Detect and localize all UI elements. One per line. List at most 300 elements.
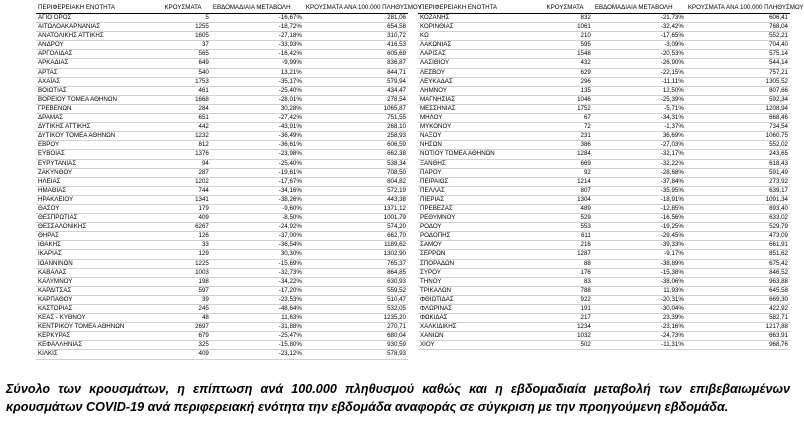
cases-per-100k-cell: 281,06 bbox=[304, 14, 408, 23]
cases-per-100k-cell: 552,21 bbox=[686, 32, 790, 41]
table-row bbox=[36, 295, 408, 304]
region-cell: ΚΕΦΑΛΛΗΝΙΑΣ bbox=[36, 341, 162, 350]
table-row bbox=[418, 305, 790, 314]
cases-cell: 1003 bbox=[162, 268, 210, 277]
left-data-table bbox=[36, 4, 422, 360]
cases-per-100k-cell: 639,17 bbox=[686, 186, 790, 195]
cases-per-100k-cell: 270,71 bbox=[304, 323, 408, 332]
weekly-change-cell: -36,61% bbox=[211, 141, 304, 150]
table-row bbox=[418, 314, 790, 323]
weekly-change-cell: -12,85% bbox=[593, 204, 686, 213]
region-cell: ΘΕΣΠΡΩΤΙΑΣ bbox=[36, 214, 162, 223]
cases-cell: 1232 bbox=[162, 132, 210, 141]
region-cell: ΙΚΑΡΙΑΣ bbox=[36, 250, 162, 259]
cases-cell: 565 bbox=[162, 50, 210, 59]
region-cell: ΜΗΛΟΥ bbox=[418, 114, 544, 123]
cases-cell: 1061 bbox=[544, 23, 592, 32]
weekly-change-cell: -25,47% bbox=[211, 332, 304, 341]
cases-per-100k-cell: 592,34 bbox=[686, 95, 790, 104]
weekly-change-cell: -28,68% bbox=[593, 168, 686, 177]
cases-per-100k-cell: 268,10 bbox=[304, 123, 408, 132]
region-cell: ΑΧΑΪΑΣ bbox=[36, 77, 162, 86]
cases-cell: 649 bbox=[162, 59, 210, 68]
weekly-change-cell: -18,72% bbox=[211, 23, 304, 32]
cases-per-100k-cell: 864,85 bbox=[304, 268, 408, 277]
table-header-row bbox=[36, 4, 408, 14]
region-cell: ΚΕΡΚΥΡΑΣ bbox=[36, 332, 162, 341]
weekly-change-cell: -24,92% bbox=[211, 223, 304, 232]
table-row bbox=[36, 95, 408, 104]
cases-per-100k-cell: 1091,34 bbox=[686, 195, 790, 204]
table-row bbox=[418, 168, 790, 177]
region-cell: ΧΙΟΥ bbox=[418, 341, 544, 350]
region-cell: ΠΡΕΒΕΖΑΣ bbox=[418, 204, 544, 213]
region-cell: ΚΑΣΤΟΡΙΑΣ bbox=[36, 305, 162, 314]
cases-cell: 287 bbox=[162, 168, 210, 177]
cases-cell: 595 bbox=[544, 41, 592, 50]
weekly-change-cell: -35,17% bbox=[211, 77, 304, 86]
cases-cell: 1046 bbox=[544, 95, 592, 104]
cases-per-100k-cell: 532,05 bbox=[304, 305, 408, 314]
table-row bbox=[36, 305, 408, 314]
region-cell: ΝΗΣΩΝ bbox=[418, 141, 544, 150]
table-row bbox=[36, 214, 408, 223]
cases-cell: 1287 bbox=[544, 250, 592, 259]
weekly-change-cell: 11,63% bbox=[211, 314, 304, 323]
weekly-change-cell: -38,06% bbox=[593, 277, 686, 286]
cases-per-100k-cell: 538,34 bbox=[304, 159, 408, 168]
cases-per-100k-cell: 473,09 bbox=[686, 232, 790, 241]
region-cell: ΑΓΙΟ ΟΡΟΣ bbox=[36, 14, 162, 23]
region-cell: ΚΙΛΚΙΣ bbox=[36, 350, 162, 359]
table-row bbox=[36, 204, 408, 213]
cases-per-100k-cell: 574,20 bbox=[304, 223, 408, 232]
cases-per-100k-cell: 661,91 bbox=[686, 241, 790, 250]
weekly-change-cell: -5,71% bbox=[593, 104, 686, 113]
table-row bbox=[36, 186, 408, 195]
cases-per-100k-cell: 846,52 bbox=[686, 268, 790, 277]
region-cell: ΓΡΕΒΕΝΩΝ bbox=[36, 104, 162, 113]
region-cell: ΑΝΑΤΟΛΙΚΗΣ ΑΤΤΙΚΗΣ bbox=[36, 32, 162, 41]
cases-cell: 597 bbox=[162, 286, 210, 295]
table-row bbox=[418, 250, 790, 259]
table-row bbox=[418, 277, 790, 286]
cases-cell: 198 bbox=[162, 277, 210, 286]
table-row bbox=[418, 123, 790, 132]
cases-per-100k-cell: 591,49 bbox=[686, 168, 790, 177]
weekly-change-cell: -3,09% bbox=[593, 41, 686, 50]
cases-per-100k-cell: 680,04 bbox=[304, 332, 408, 341]
table-row bbox=[36, 332, 408, 341]
region-cell: ΣΠΟΡΑΔΩΝ bbox=[418, 259, 544, 268]
left-table-body bbox=[36, 14, 408, 360]
figure-caption: Σύνολο των κρουσμάτων, η επίπτωση ανά 100.000 πληθυσμού καθώς και η εβδομαδιαία μεταβολή των επιβεβαιωμένων κρουσμάτων COVID-19 ανά περιφερειακή ενότητα την εβδομάδα αναφοράς σε σύγκριση με την προηγούμενη εβδομάδα. bbox=[6, 382, 790, 414]
cases-cell: 529 bbox=[544, 214, 592, 223]
weekly-change-cell: -17,20% bbox=[211, 286, 304, 295]
cases-per-100k-cell: 669,30 bbox=[686, 295, 790, 304]
weekly-change-cell: -15,80% bbox=[211, 341, 304, 350]
cases-per-100k-cell: 605,69 bbox=[304, 50, 408, 59]
region-cell: ΙΩΑΝΝΙΝΩΝ bbox=[36, 259, 162, 268]
table-row bbox=[36, 159, 408, 168]
table-row bbox=[418, 86, 790, 95]
weekly-change-cell: -23,98% bbox=[211, 150, 304, 159]
cases-cell: 386 bbox=[544, 141, 592, 150]
table-row bbox=[418, 323, 790, 332]
table-row bbox=[418, 104, 790, 113]
weekly-change-cell: 30,28% bbox=[211, 104, 304, 113]
cases-cell: 679 bbox=[162, 332, 210, 341]
cases-cell: 179 bbox=[162, 204, 210, 213]
table-row bbox=[418, 268, 790, 277]
cases-cell: 2697 bbox=[162, 323, 210, 332]
weekly-change-cell: -9,60% bbox=[211, 204, 304, 213]
region-cell: ΦΛΩΡΙΝΑΣ bbox=[418, 305, 544, 314]
table-row bbox=[418, 95, 790, 104]
cases-per-100k-cell: 765,37 bbox=[304, 259, 408, 268]
weekly-change-cell: 12,50% bbox=[593, 86, 686, 95]
region-cell: ΙΘΑΚΗΣ bbox=[36, 241, 162, 250]
cases-per-100k-cell: 893,40 bbox=[686, 204, 790, 213]
cases-cell: 744 bbox=[162, 186, 210, 195]
table-row bbox=[418, 14, 790, 23]
weekly-change-cell: -17,65% bbox=[593, 32, 686, 41]
region-cell: ΤΡΙΚΑΛΩΝ bbox=[418, 286, 544, 295]
table-row bbox=[36, 341, 408, 350]
region-cell: ΑΡΓΟΛΙΔΑΣ bbox=[36, 50, 162, 59]
weekly-change-cell: -15,38% bbox=[593, 268, 686, 277]
header-cases-per-100k: ΚΡΟΥΣΜΑΤΑ ΑΝΑ 100.000 ΠΛΗΘΥΣΜΟΥ bbox=[304, 4, 408, 14]
weekly-change-cell: -43,91% bbox=[211, 123, 304, 132]
region-cell: ΒΟΡΕΙΟΥ ΤΟΜΕΑ ΑΘΗΝΩΝ bbox=[36, 95, 162, 104]
cases-per-100k-cell: 751,55 bbox=[304, 114, 408, 123]
region-cell: ΣΑΜΟΥ bbox=[418, 241, 544, 250]
cases-per-100k-cell: 1217,88 bbox=[686, 323, 790, 332]
region-cell: ΒΟΙΩΤΙΑΣ bbox=[36, 86, 162, 95]
cases-cell: 1284 bbox=[544, 150, 592, 159]
cases-cell: 1214 bbox=[544, 177, 592, 186]
table-row bbox=[418, 68, 790, 77]
region-cell: ΛΑΡΙΣΑΣ bbox=[418, 50, 544, 59]
weekly-change-cell: -23,53% bbox=[211, 295, 304, 304]
cases-per-100k-cell: 606,41 bbox=[686, 14, 790, 23]
cases-cell: 135 bbox=[544, 86, 592, 95]
cases-per-100k-cell: 1305,52 bbox=[686, 77, 790, 86]
cases-per-100k-cell: 243,65 bbox=[686, 150, 790, 159]
cases-cell: 129 bbox=[162, 250, 210, 259]
cases-cell: 812 bbox=[162, 141, 210, 150]
table-row bbox=[418, 286, 790, 295]
header-weekly-change: ΕΒΔΟΜΑΔΙΑΙΑ ΜΕΤΑΒΟΛΗ bbox=[593, 4, 686, 14]
table-row bbox=[36, 50, 408, 59]
weekly-change-cell: -28,01% bbox=[211, 95, 304, 104]
cases-cell: 1225 bbox=[162, 259, 210, 268]
region-cell: ΚΑΡΔΙΤΣΑΣ bbox=[36, 286, 162, 295]
cases-per-100k-cell: 1208,94 bbox=[686, 104, 790, 113]
cases-per-100k-cell: 704,40 bbox=[686, 41, 790, 50]
cases-per-100k-cell: 1001,79 bbox=[304, 214, 408, 223]
region-cell: ΠΕΙΡΑΙΩΣ bbox=[418, 177, 544, 186]
cases-cell: 1032 bbox=[544, 332, 592, 341]
cases-cell: 669 bbox=[544, 159, 592, 168]
table-row bbox=[418, 186, 790, 195]
weekly-change-cell: -34,31% bbox=[593, 114, 686, 123]
cases-per-100k-cell: 1302,90 bbox=[304, 250, 408, 259]
region-cell: ΚΟΡΙΝΘΙΑΣ bbox=[418, 23, 544, 32]
weekly-change-cell: -34,16% bbox=[211, 186, 304, 195]
cases-per-100k-cell: 582,71 bbox=[686, 314, 790, 323]
cases-cell: 6267 bbox=[162, 223, 210, 232]
cases-per-100k-cell: 572,19 bbox=[304, 186, 408, 195]
table-row bbox=[36, 250, 408, 259]
table-row bbox=[36, 68, 408, 77]
table-row bbox=[418, 204, 790, 213]
region-cell: ΑΙΤΩΛΟΑΚΑΡΝΑΝΙΑΣ bbox=[36, 23, 162, 32]
table-row bbox=[36, 41, 408, 50]
table-row bbox=[36, 314, 408, 323]
cases-cell: 92 bbox=[544, 168, 592, 177]
weekly-change-cell: -35,95% bbox=[593, 186, 686, 195]
region-cell: ΚΕΝΤΡΙΚΟΥ ΤΟΜΕΑ ΑΘΗΝΩΝ bbox=[36, 323, 162, 332]
cases-per-100k-cell: 544,14 bbox=[686, 59, 790, 68]
region-cell: ΖΑΚΥΝΘΟΥ bbox=[36, 168, 162, 177]
cases-cell: 176 bbox=[544, 268, 592, 277]
weekly-change-cell: -18,91% bbox=[593, 195, 686, 204]
table-row bbox=[418, 23, 790, 32]
region-cell: ΛΑΣΙΘΙΟΥ bbox=[418, 59, 544, 68]
cases-per-100k-cell: 768,04 bbox=[686, 23, 790, 32]
cases-cell: 216 bbox=[544, 241, 592, 250]
table-row bbox=[36, 195, 408, 204]
table-row bbox=[36, 59, 408, 68]
cases-per-100k-cell: 844,71 bbox=[304, 68, 408, 77]
region-cell: ΔΥΤΙΚΟΥ ΤΟΜΕΑ ΑΘΗΝΩΝ bbox=[36, 132, 162, 141]
cases-cell: 611 bbox=[544, 232, 592, 241]
region-cell: ΡΟΔΟΠΗΣ bbox=[418, 232, 544, 241]
region-cell: ΧΑΛΚΙΔΙΚΗΣ bbox=[418, 323, 544, 332]
cases-cell: 1668 bbox=[162, 95, 210, 104]
cases-per-100k-cell: 258,93 bbox=[304, 132, 408, 141]
table-row bbox=[418, 77, 790, 86]
weekly-change-cell: -27,03% bbox=[593, 141, 686, 150]
table-row bbox=[36, 277, 408, 286]
region-cell: ΤΗΝΟΥ bbox=[418, 277, 544, 286]
cases-per-100k-cell: 443,38 bbox=[304, 195, 408, 204]
weekly-change-cell: -22,15% bbox=[593, 68, 686, 77]
weekly-change-cell: 13,21% bbox=[211, 68, 304, 77]
region-cell: ΘΗΡΑΣ bbox=[36, 232, 162, 241]
table-row bbox=[36, 104, 408, 113]
weekly-change-cell: -19,61% bbox=[211, 168, 304, 177]
cases-per-100k-cell: 930,59 bbox=[304, 341, 408, 350]
cases-per-100k-cell: 559,52 bbox=[304, 286, 408, 295]
region-cell: ΣΥΡΟΥ bbox=[418, 268, 544, 277]
weekly-change-cell: -16,56% bbox=[593, 214, 686, 223]
cases-per-100k-cell: 578,93 bbox=[304, 350, 408, 359]
cases-cell: 629 bbox=[544, 68, 592, 77]
weekly-change-cell: 23,39% bbox=[593, 314, 686, 323]
region-cell: ΛΕΣΒΟΥ bbox=[418, 68, 544, 77]
weekly-change-cell: -39,33% bbox=[593, 241, 686, 250]
table-row bbox=[36, 286, 408, 295]
weekly-change-cell: -27,42% bbox=[211, 114, 304, 123]
cases-cell: 409 bbox=[162, 214, 210, 223]
weekly-change-cell: 36,69% bbox=[593, 132, 686, 141]
weekly-change-cell: -24,73% bbox=[593, 332, 686, 341]
cases-cell: 502 bbox=[544, 341, 592, 350]
region-cell: ΘΑΣΟΥ bbox=[36, 204, 162, 213]
cases-per-100k-cell: 422,92 bbox=[686, 305, 790, 314]
weekly-change-cell: -37,00% bbox=[211, 232, 304, 241]
cases-cell: 191 bbox=[544, 305, 592, 314]
weekly-change-cell: -23,12% bbox=[211, 350, 304, 359]
cases-cell: 788 bbox=[544, 286, 592, 295]
region-cell: ΗΡΑΚΛΕΙΟΥ bbox=[36, 195, 162, 204]
table-row bbox=[418, 259, 790, 268]
weekly-change-cell: -9,99% bbox=[211, 59, 304, 68]
cases-cell: 33 bbox=[162, 241, 210, 250]
cases-per-100k-cell: 529,79 bbox=[686, 223, 790, 232]
cases-per-100k-cell: 663,91 bbox=[686, 332, 790, 341]
cases-cell: 296 bbox=[544, 77, 592, 86]
cases-cell: 1202 bbox=[162, 177, 210, 186]
cases-cell: 284 bbox=[162, 104, 210, 113]
region-cell: ΑΡΚΑΔΙΑΣ bbox=[36, 59, 162, 68]
cases-cell: 540 bbox=[162, 68, 210, 77]
region-cell: ΡΟΔΟΥ bbox=[418, 223, 544, 232]
weekly-change-cell: -27,18% bbox=[211, 32, 304, 41]
header-cases: ΚΡΟΥΣΜΑΤΑ bbox=[544, 4, 592, 14]
table-row bbox=[36, 150, 408, 159]
cases-per-100k-cell: 552,02 bbox=[686, 141, 790, 150]
table-row bbox=[418, 41, 790, 50]
weekly-change-cell: -38,26% bbox=[211, 195, 304, 204]
cases-cell: 807 bbox=[544, 186, 592, 195]
weekly-change-cell: -1,37% bbox=[593, 123, 686, 132]
table-row bbox=[36, 132, 408, 141]
table-row bbox=[418, 177, 790, 186]
table-row bbox=[418, 223, 790, 232]
table-row bbox=[36, 123, 408, 132]
region-cell: ΡΕΘΥΜΝΟΥ bbox=[418, 214, 544, 223]
cases-cell: 832 bbox=[544, 14, 592, 23]
weekly-change-cell: -25,40% bbox=[211, 86, 304, 95]
weekly-change-cell: -48,64% bbox=[211, 305, 304, 314]
weekly-change-cell: 11,93% bbox=[593, 286, 686, 295]
cases-cell: 325 bbox=[162, 341, 210, 350]
table-row bbox=[36, 241, 408, 250]
table-header-row bbox=[418, 4, 790, 14]
cases-per-100k-cell: 1060,75 bbox=[686, 132, 790, 141]
weekly-change-cell: -20,31% bbox=[593, 295, 686, 304]
region-cell: ΚΑΛΥΜΝΟΥ bbox=[36, 277, 162, 286]
table-row bbox=[418, 132, 790, 141]
cases-cell: 37 bbox=[162, 41, 210, 50]
table-row bbox=[36, 259, 408, 268]
table-row bbox=[418, 341, 790, 350]
cases-cell: 94 bbox=[162, 159, 210, 168]
weekly-change-cell: -37,84% bbox=[593, 177, 686, 186]
table-row bbox=[36, 114, 408, 123]
table-row bbox=[36, 232, 408, 241]
table-row bbox=[418, 32, 790, 41]
cases-per-100k-cell: 1189,62 bbox=[304, 241, 408, 250]
cases-per-100k-cell: 633,02 bbox=[686, 214, 790, 223]
table-row bbox=[36, 86, 408, 95]
table-row bbox=[418, 59, 790, 68]
region-cell: ΛΑΚΩΝΙΑΣ bbox=[418, 41, 544, 50]
cases-per-100k-cell: 963,88 bbox=[686, 277, 790, 286]
cases-cell: 67 bbox=[544, 114, 592, 123]
header-weekly-change: ΕΒΔΟΜΑΔΙΑΙΑ ΜΕΤΑΒΟΛΗ bbox=[211, 4, 304, 14]
table-row bbox=[418, 232, 790, 241]
header-cases-per-100k: ΚΡΟΥΣΜΑΤΑ ΑΝΑ 100.000 ΠΛΗΘΥΣΜΟΥ bbox=[686, 4, 790, 14]
cases-per-100k-cell: 575,14 bbox=[686, 50, 790, 59]
cases-cell: 1753 bbox=[162, 77, 210, 86]
cases-per-100k-cell: 310,72 bbox=[304, 32, 408, 41]
table-row bbox=[36, 141, 408, 150]
weekly-change-cell: -8,50% bbox=[211, 214, 304, 223]
cases-cell: 1234 bbox=[544, 323, 592, 332]
cases-per-100k-cell: 645,58 bbox=[686, 286, 790, 295]
table-row bbox=[418, 114, 790, 123]
weekly-change-cell: -15,69% bbox=[211, 259, 304, 268]
table-row bbox=[36, 32, 408, 41]
cases-per-100k-cell: 662,70 bbox=[304, 232, 408, 241]
cases-per-100k-cell: 434,47 bbox=[304, 86, 408, 95]
table-row bbox=[418, 50, 790, 59]
weekly-change-cell: -33,93% bbox=[211, 41, 304, 50]
table-row bbox=[36, 77, 408, 86]
header-cases: ΚΡΟΥΣΜΑΤΑ bbox=[162, 4, 210, 14]
cases-cell: 72 bbox=[544, 123, 592, 132]
cases-per-100k-cell: 278,54 bbox=[304, 95, 408, 104]
weekly-change-cell: -23,16% bbox=[593, 323, 686, 332]
region-cell: ΑΝΔΡΟΥ bbox=[36, 41, 162, 50]
cases-cell: 1304 bbox=[544, 195, 592, 204]
weekly-change-cell: -30,04% bbox=[593, 305, 686, 314]
weekly-change-cell: -19,25% bbox=[593, 223, 686, 232]
region-cell: ΦΩΚΙΔΑΣ bbox=[418, 314, 544, 323]
weekly-change-cell: -26,90% bbox=[593, 59, 686, 68]
right-table-body bbox=[418, 14, 790, 350]
cases-cell: 1341 bbox=[162, 195, 210, 204]
weekly-change-cell: -25,40% bbox=[211, 159, 304, 168]
cases-per-100k-cell: 606,59 bbox=[304, 141, 408, 150]
region-cell: ΕΥΒΟΙΑΣ bbox=[36, 150, 162, 159]
cases-cell: 651 bbox=[162, 114, 210, 123]
table-row bbox=[418, 295, 790, 304]
region-cell: ΔΡΑΜΑΣ bbox=[36, 114, 162, 123]
region-cell: ΘΕΣΣΑΛΟΝΙΚΗΣ bbox=[36, 223, 162, 232]
weekly-change-cell: -9,17% bbox=[593, 250, 686, 259]
cases-per-100k-cell: 618,43 bbox=[686, 159, 790, 168]
cases-cell: 217 bbox=[544, 314, 592, 323]
cases-per-100k-cell: 708,50 bbox=[304, 168, 408, 177]
cases-cell: 553 bbox=[544, 223, 592, 232]
table-row bbox=[418, 214, 790, 223]
cases-cell: 5 bbox=[162, 14, 210, 23]
weekly-change-cell: -16,42% bbox=[211, 50, 304, 59]
cases-per-100k-cell: 1371,12 bbox=[304, 204, 408, 213]
header-region: ΠΕΡΙΦΕΡΕΙΑΚΗ ΕΝΟΤΗΤΑ bbox=[418, 4, 544, 14]
weekly-change-cell: -34,22% bbox=[211, 277, 304, 286]
table-row bbox=[418, 150, 790, 159]
cases-per-100k-cell: 416,53 bbox=[304, 41, 408, 50]
weekly-change-cell: -11,11% bbox=[593, 77, 686, 86]
region-cell: ΕΥΡΥΤΑΝΙΑΣ bbox=[36, 159, 162, 168]
cases-cell: 48 bbox=[162, 314, 210, 323]
